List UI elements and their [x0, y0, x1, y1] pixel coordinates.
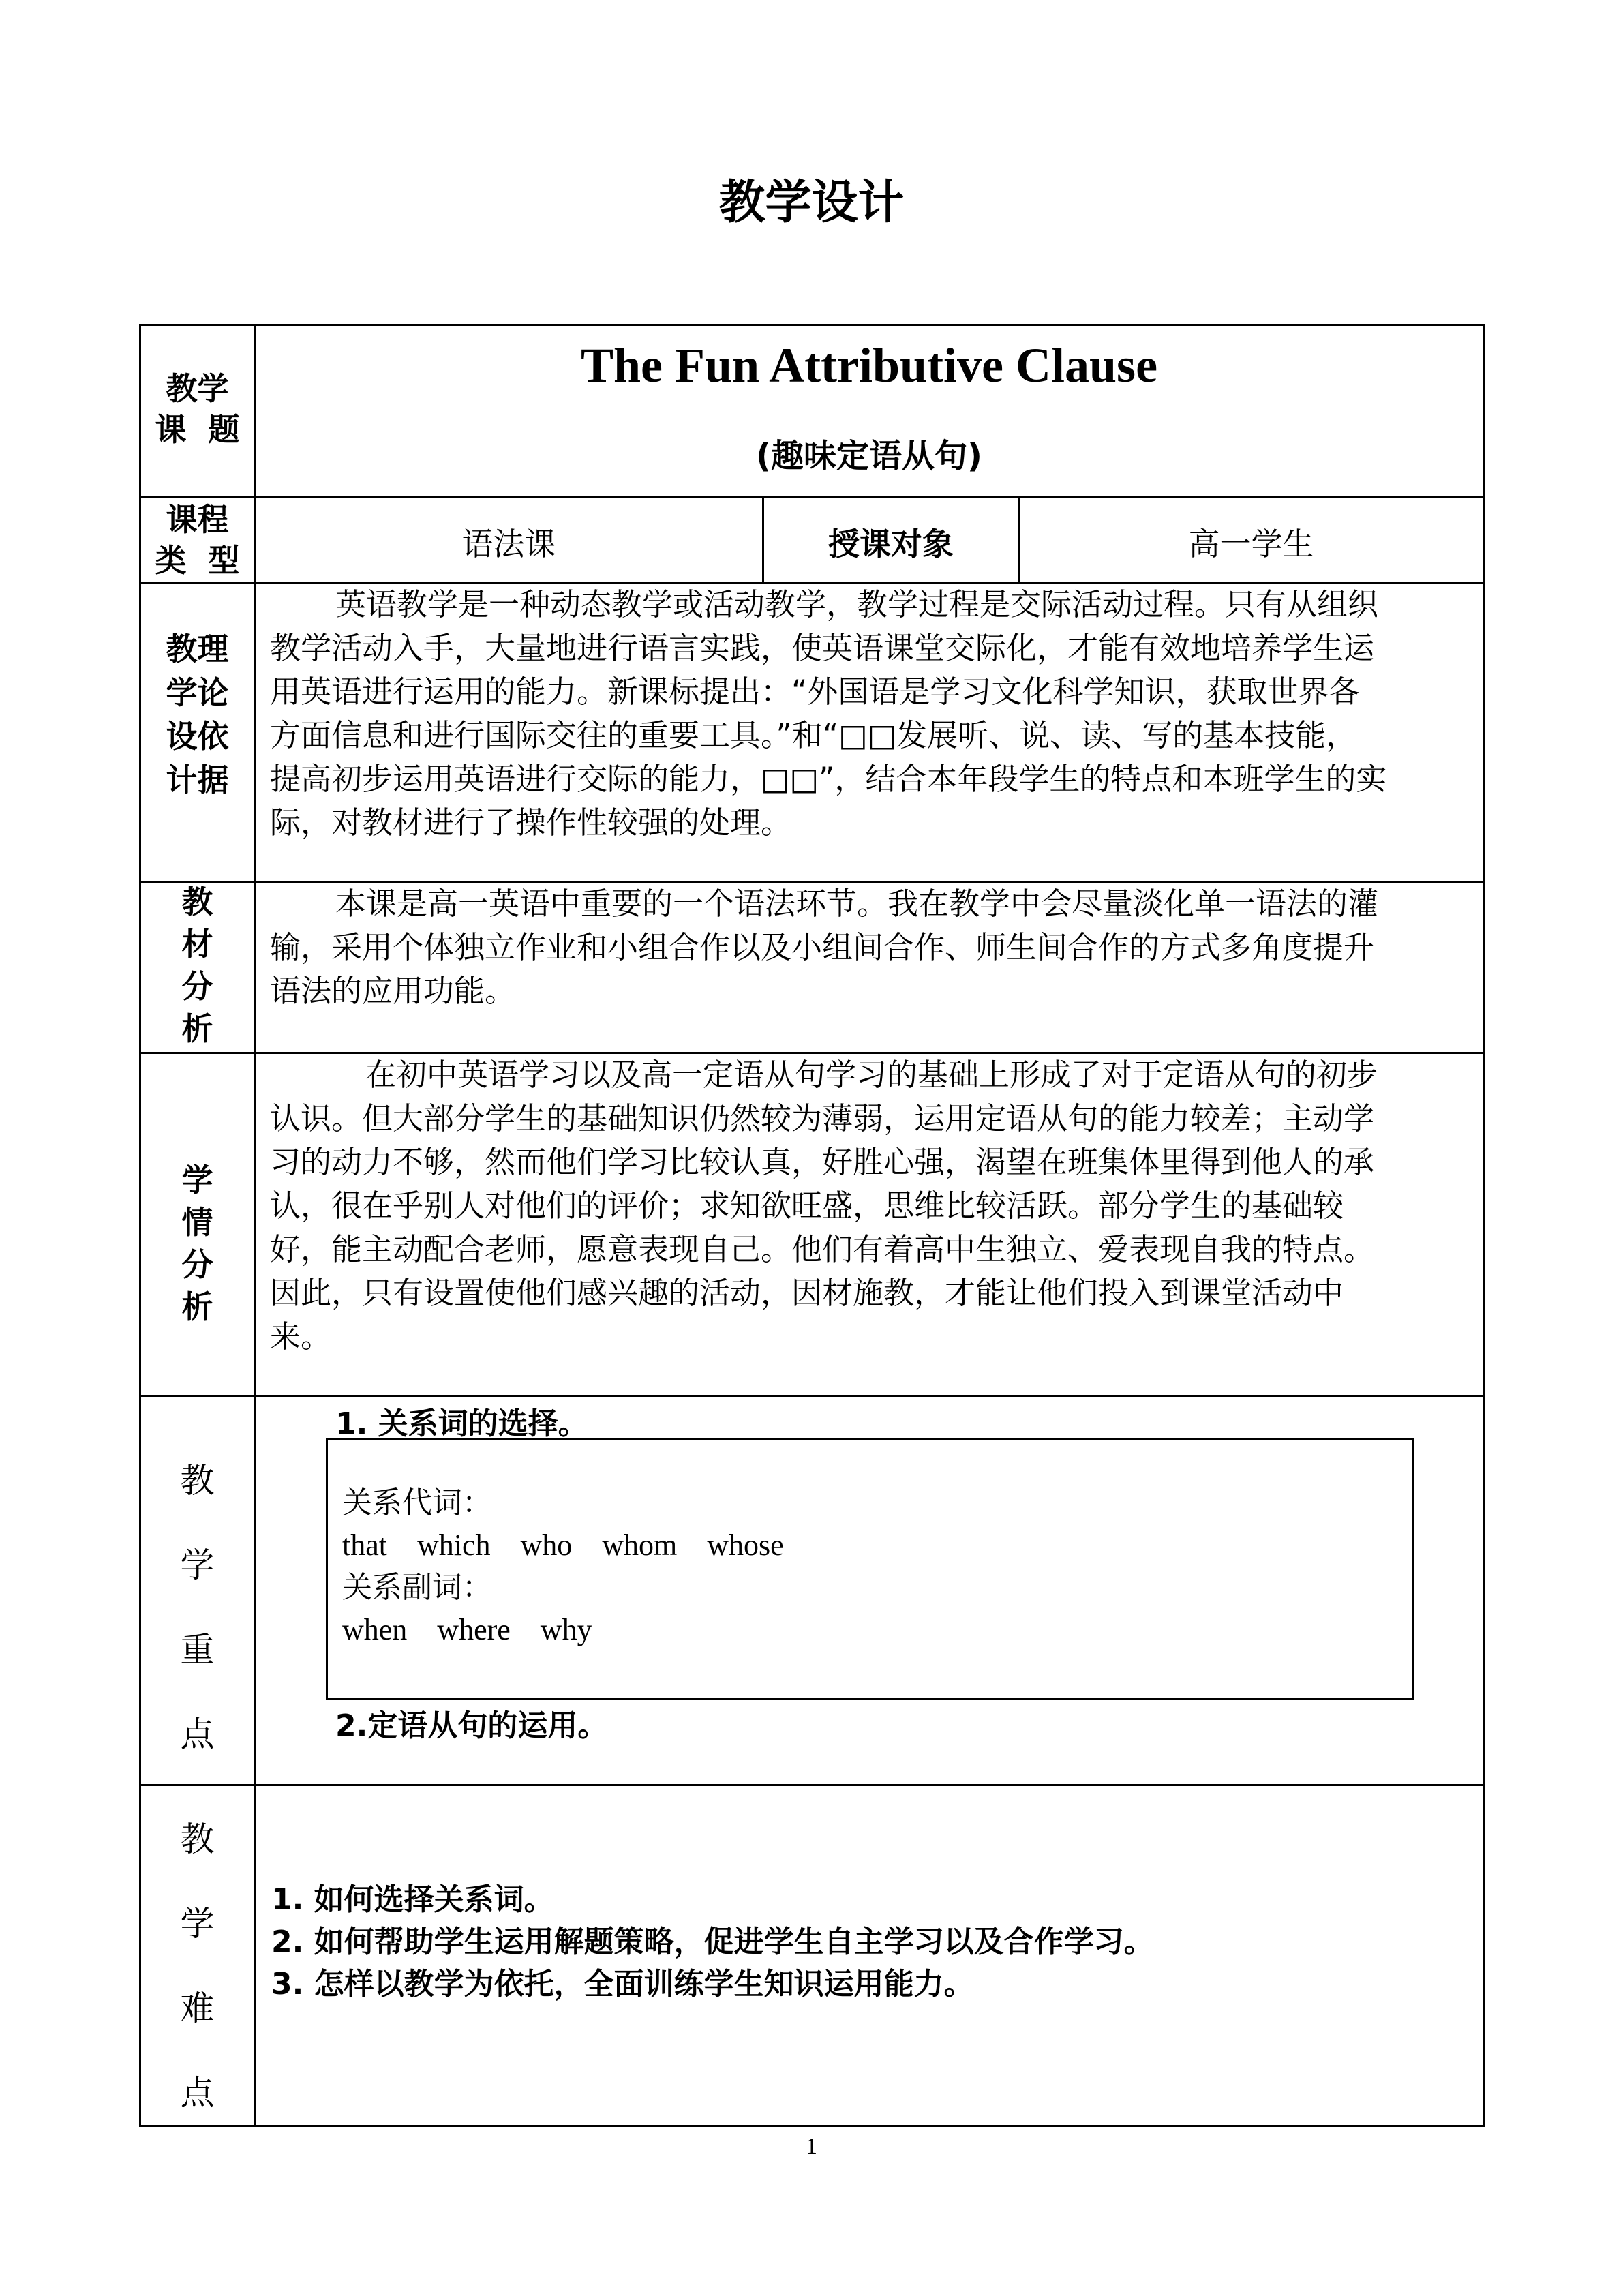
student-analysis-label-line: 学 [181, 1162, 213, 1198]
material-analysis-label [141, 881, 254, 1050]
text-line: 习的动力不够，然而他们学习比较认真，好胜心强，渴望在班集体里得到他人的承 [270, 1144, 1375, 1180]
text-line: 英语教学是一种动态教学或活动教学，教学过程是交际活动过程。只有从组织 [335, 586, 1379, 622]
difficulties-label [141, 1797, 254, 2135]
text-line: 好，能主动配合老师，愿意表现自己。他们有着高中生独立、爱表现自我的特点。 [270, 1231, 1375, 1267]
text-line: 提高初步运用英语进行交际的能力，□□”，结合本年段学生的特点和本班学生的实 [270, 761, 1387, 797]
material-analysis-text [270, 882, 1470, 1013]
key-points-label-line: 点 [180, 1715, 215, 1754]
relative-pronoun-heading: 关系代词： [342, 1486, 492, 1520]
table-border-top [139, 324, 1485, 326]
text-line: 在初中英语学习以及高一定语从句学习的基础上形成了对于定语从句的初步 [365, 1057, 1378, 1093]
student-analysis-label-line: 析 [181, 1288, 213, 1325]
key-points-label-line: 学 [180, 1545, 215, 1585]
difficulty-item: 3. 怎样以教学为依托，全面训练学生知识运用能力。 [271, 1967, 974, 2002]
relative-pronoun-list: that which who whom whose [342, 1528, 784, 1562]
key-points-label-line: 教 [180, 1461, 215, 1500]
difficulty-item: 2. 如何帮助学生运用解题策略，促进学生自主学习以及合作学习。 [271, 1924, 1154, 1959]
theory-basis-label [141, 627, 254, 802]
text-line: 输，采用个体独立作业和小组合作以及小组间合作、师生间合作的方式多角度提升 [270, 929, 1375, 965]
topic-label-line: 教学 [166, 370, 229, 407]
course-type-value: 语法课 [461, 526, 556, 562]
table-divider [139, 496, 1485, 498]
relative-adverb-list: when where why [342, 1613, 592, 1646]
table-border-bottom [139, 2125, 1485, 2127]
text-line: 用英语进行运用的能力。新课标提出：“外国语是学习文化科学知识，获取世界各 [270, 674, 1360, 710]
difficulties-label-line: 点 [180, 2073, 215, 2113]
text-line: 语法的应用功能。 [270, 973, 516, 1009]
student-analysis-label [141, 1159, 254, 1328]
topic-title-chinese: (趣味定语从句) [756, 437, 982, 475]
text-line: 教学活动入手，大量地进行语言实践，使英语课堂交际化，才能有效地培养学生运 [270, 630, 1375, 666]
text-line: 认，很在乎别人对他们的评价；求知欲旺盛，思维比较活跃。部分学生的基础较 [270, 1188, 1344, 1224]
theory-basis-label-line: 教理 [166, 631, 229, 667]
material-analysis-label-line: 教 [181, 883, 213, 920]
audience-label: 授课对象 [828, 526, 954, 562]
text-line: 际，对教材进行了操作性较强的处理。 [270, 804, 792, 841]
difficulties-label-line: 教 [180, 1819, 215, 1859]
text-line: 因此，只有设置使他们感兴趣的活动，因材施教，才能让他们投入到课堂活动中 [270, 1275, 1344, 1311]
key-points-label [141, 1438, 254, 1777]
topic-title-english: The Fun Attributive Clause [580, 338, 1158, 393]
page-number: 1 [806, 2134, 817, 2159]
student-analysis-label-line: 分 [181, 1246, 213, 1283]
course-type-label [141, 499, 254, 581]
material-analysis-label-line: 分 [181, 968, 213, 1005]
text-line: 认识。但大部分学生的基础知识仍然较为薄弱，运用定语从句的能力较差；主动学 [270, 1100, 1375, 1136]
text-line: 方面信息和进行国际交往的重要工具。”和“□□发展听、说、读、写的基本技能， [270, 717, 1357, 753]
course-type-label-line: 课程 [166, 501, 229, 538]
theory-basis-label-line: 学论 [166, 674, 229, 711]
difficulty-item: 1. 如何选择关系词。 [271, 1882, 554, 1917]
material-analysis-label-line: 析 [181, 1010, 213, 1047]
table-border-right [1483, 324, 1485, 2127]
text-line: 本课是高一英语中重要的一个语法环节。我在教学中会尽量淡化单一语法的灌 [335, 886, 1379, 922]
page-title: 教学设计 [718, 176, 905, 230]
table-divider [139, 1784, 1485, 1786]
text-line: 来。 [270, 1318, 332, 1355]
table-divider [254, 324, 256, 2127]
theory-basis-label-line: 计据 [166, 761, 229, 798]
course-type-label-line: 类 型 [155, 542, 240, 579]
key-point-item: 2.定语从句的运用。 [335, 1708, 608, 1743]
table-divider [139, 1395, 1485, 1397]
relative-adverb-heading: 关系副词： [342, 1571, 492, 1604]
audience-value: 高一学生 [1188, 526, 1314, 562]
difficulties-label-line: 难 [180, 1989, 215, 2028]
key-points-label-line: 重 [180, 1630, 215, 1670]
topic-label-line: 课 题 [155, 411, 240, 448]
theory-basis-label-line: 设依 [166, 718, 229, 755]
difficulties-label-line: 学 [180, 1904, 215, 1944]
theory-basis-text [270, 583, 1470, 845]
topic-label [141, 368, 254, 450]
student-analysis-label-line: 情 [181, 1204, 213, 1241]
material-analysis-label-line: 材 [181, 926, 213, 963]
student-analysis-text [270, 1053, 1470, 1359]
key-point-item: 1. 关系词的选择。 [335, 1406, 588, 1441]
